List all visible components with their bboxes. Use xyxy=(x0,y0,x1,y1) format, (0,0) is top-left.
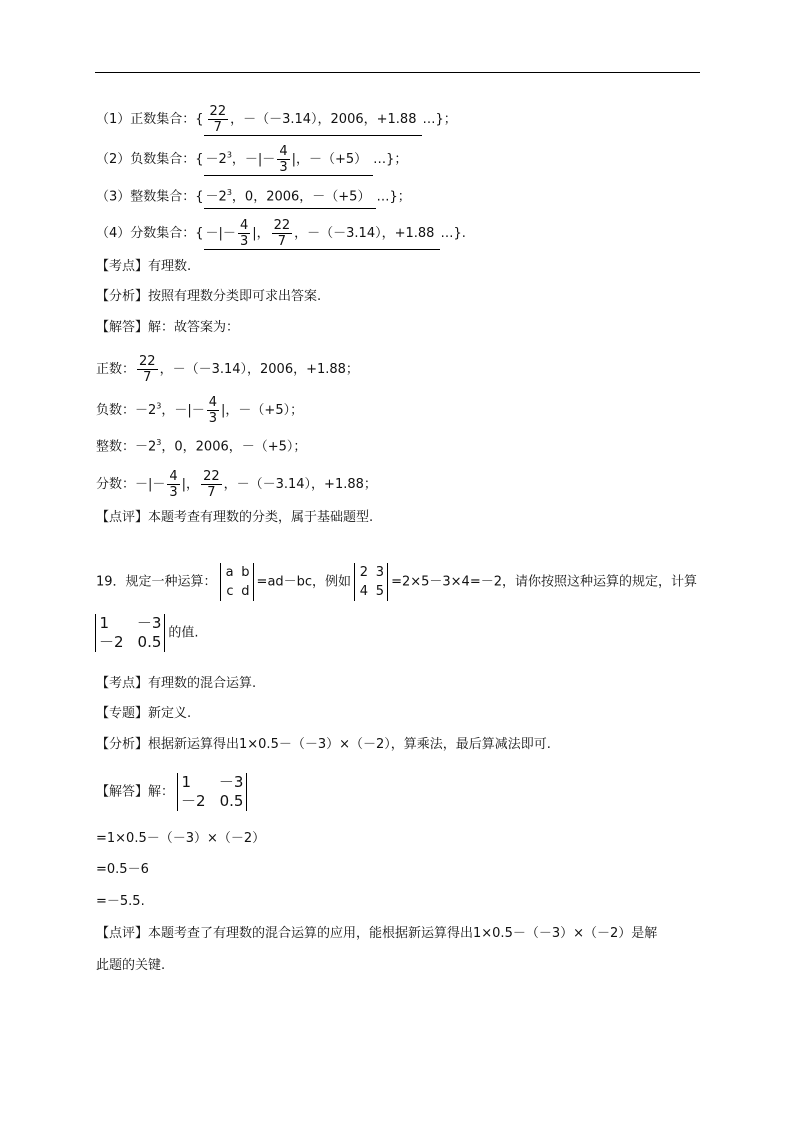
set-end: …}； xyxy=(373,152,408,167)
q19-jieda: 【解答】解： 1 －3 －2 0.5 xyxy=(96,773,250,811)
negative-set-label: （2）负数集合：{ xyxy=(96,152,204,167)
fraction-set-line xyxy=(96,219,466,250)
q18-jieda: 【解答】解：故答案为： xyxy=(96,320,240,335)
set-end: …}； xyxy=(422,112,457,127)
fraction: $\frac{4}{3}$ xyxy=(279,144,288,175)
q19-step3: =－5.5. xyxy=(96,894,145,909)
q18-positive-answer: 正数： $\frac{22}{7}$ ，－（－3.14），2006，+1.88； xyxy=(96,354,359,385)
fraction: $\frac{4}{3}$ xyxy=(169,469,178,500)
integer-set-line xyxy=(96,183,411,209)
fraction: $\frac{4}{3}$ xyxy=(239,218,249,249)
integer-set-answer: $-2^3$，0，2006，－（+5） xyxy=(204,183,377,209)
header-rule xyxy=(95,72,700,73)
positive-set-label: （1）正数集合：{ xyxy=(96,112,204,127)
q19-fenxi: 【分析】根据新运算得出1×0.5－（－3）×（－2），算乘法，最后算减法即可. xyxy=(96,737,551,752)
q19-dianping-line1: 【点评】本题考查了有理数的混合运算的应用，能根据新运算得出1×0.5－（－3）×（－2）是解 xyxy=(96,926,658,941)
fraction: $\frac{22}{7}$ xyxy=(203,469,220,500)
q18-negative-answer: 负数：$-2^3$，－|－ $\frac{4}{3}$ |，－（+5）； xyxy=(96,395,304,426)
q18-integer-answer: 整数：$-2^3$，0，2006，－（+5）； xyxy=(96,438,307,455)
q18-fraction-answer: 分数：－|－ $\frac{4}{3}$ |， $\frac{22}{7}$ ，－（－3.14），+1.88； xyxy=(96,469,377,500)
determinant-solution: 1 －3 －2 0.5 xyxy=(177,773,247,811)
fraction: $\frac{22}{7}$ xyxy=(273,218,291,249)
positive-set-line xyxy=(96,105,457,136)
determinant-example: 2 3 4 5 xyxy=(354,563,388,601)
q19-dianping-line2: 此题的关键. xyxy=(96,958,166,973)
q19-step1: =1×0.5－（－3）×（－2） xyxy=(96,831,266,846)
set-end: …}； xyxy=(376,189,411,205)
q19-statement-line2: 1 －3 －2 0.5 的值. xyxy=(92,614,199,652)
determinant-problem: 1 －3 －2 0.5 xyxy=(95,614,165,652)
determinant-definition: a b c d xyxy=(220,563,254,601)
positive-set-answer: $\frac{22}{7}$ ，－（－3.14），2006，+1.88 xyxy=(204,105,423,136)
q18-fenxi: 【分析】按照有理数分类即可求出答案. xyxy=(96,289,322,304)
negative-set-line xyxy=(96,145,407,176)
q18-dianping: 【点评】本题考查有理数的分类，属于基础题型. xyxy=(96,510,374,525)
fraction: $\frac{22}{7}$ xyxy=(139,354,156,385)
q18-kaodian: 【考点】有理数. xyxy=(96,259,192,274)
q19-zhuanti: 【专题】新定义. xyxy=(96,706,192,721)
fraction-set-label: （4）分数集合：{ xyxy=(96,226,204,241)
q19-kaodian: 【考点】有理数的混合运算. xyxy=(96,676,257,691)
integer-set-label: （3）整数集合：{ xyxy=(96,189,204,205)
fraction-set-answer: －|－ $\frac{4}{3}$ |， $\frac{22}{7}$ ，－（－3.14），+1.88 xyxy=(204,219,441,250)
set-end: …}. xyxy=(440,226,466,241)
q19-statement-line1: 19．规定一种运算： a b c d =ad－bc，例如 2 3 4 5 =2×5－3×4=－2，请你按照这种运算的规定，计算 xyxy=(96,565,697,599)
q19-step2: =0.5－6 xyxy=(96,862,149,877)
negative-set-answer: $-2^3$，－|－ $\frac{4}{3}$ |，－（+5） xyxy=(204,145,374,176)
fraction: $\frac{4}{3}$ xyxy=(208,395,218,426)
fraction: $\frac{22}{7}$ xyxy=(209,104,227,135)
